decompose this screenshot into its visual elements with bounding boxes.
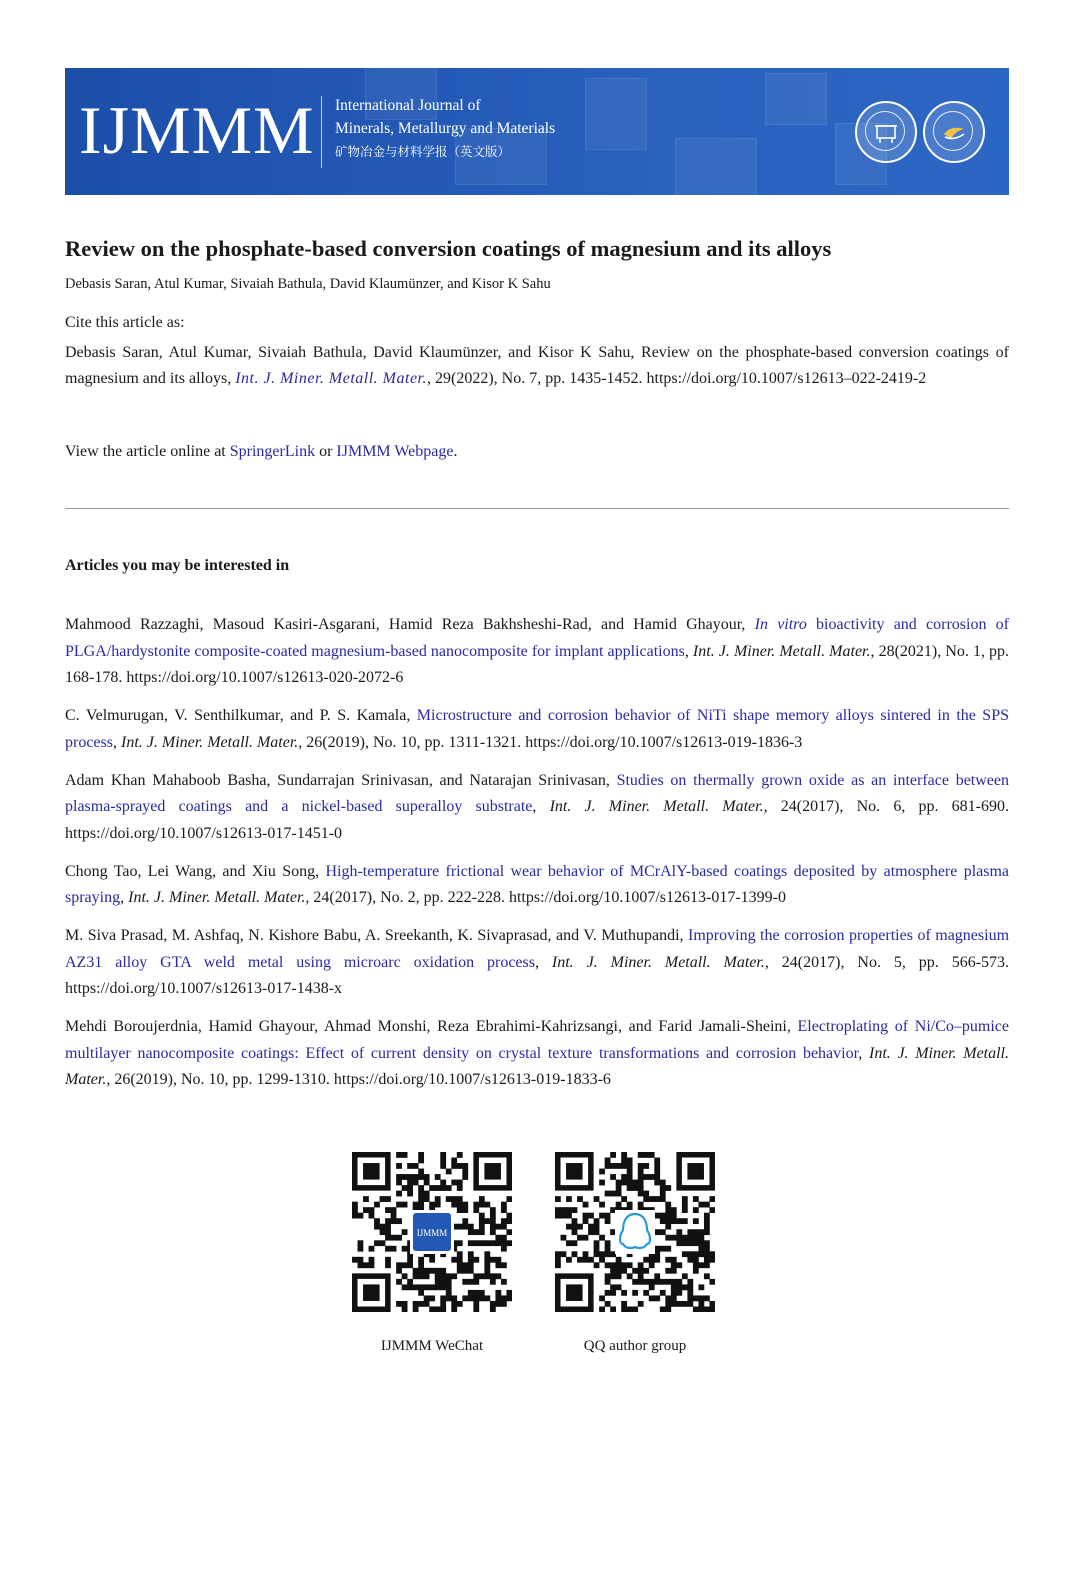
ref-title-link[interactable]: High-temperature frictional wear behavior of MCrAlY-based coatings deposited by atmosphere plasma spraying [65, 862, 1010, 906]
ref-journal: Int. J. Miner. Metall. Mater. [65, 1044, 1010, 1088]
ref-journal: Int. J. Miner. Metall. Mater. [692, 642, 871, 660]
citation-authors-title: Debasis Saran, Atul Kumar, Sivaiah Bathula, David Klaumünzer, and Kisor K Sahu, Review on the phosphate-based conversion coatings of magnesium and its alloys, [65, 344, 1009, 387]
ref-title-link[interactable]: Electroplating of Ni/Co–pumice multilayer nanocomposite coatings: Effect of current density on crystal texture transformations and corrosion behavior [65, 1018, 1009, 1062]
ref-title-link[interactable]: bioactivity and corrosion of PLGA/hardystonite composite-coated magnesium-based nanocomposite for implant applications [65, 616, 1010, 660]
citation-journal-link[interactable]: Int. J. Miner. Metall. Mater. [235, 370, 427, 387]
ref-details: , 24(2017), No. 5, pp. 566-573. https://doi.org/10.1007/s12613-017-1438-x [65, 953, 1010, 997]
ref-authors: M. Siva Prasad, M. Ashfaq, N. Kishore Babu, A. Sreekanth, K. Sivaprasad, and V. Muthupandi, [65, 927, 689, 944]
list-item: C. Velmurugan, V. Senthilkumar, and P. S. Kamala, Microstructure and corrosion behavior of NiTi shape memory alloys sintered in the SPS process, Int. J. Miner. Metall. Mater., 26(2019), No. 10, pp. 1311-1321. https://doi.org/10.1007/s12613-019-1836-3 [65, 707, 1010, 751]
list-item: Mahmood Razzaghi, Masoud Kasiri-Asgarani, Hamid Reza Bakhsheshi-Rad, and Hamid Ghayour, In vitro bioactivity and corrosion of PLGA/hardystonite composite-coated magnesium-based nanocomposite for implant applications, Int. J. Miner. Metall. Mater., 28(2021), No. 1, pp. 168-178. https://doi.org/10.1007/s12613-020-2072-6 [65, 616, 1010, 686]
qq-qr-code[interactable] [555, 1152, 715, 1312]
ref-title-italic[interactable]: In vitro [754, 616, 807, 633]
banner-decor [765, 73, 827, 125]
ref-title-link[interactable]: Studies on thermally grown oxide as an interface between plasma-sprayed coatings and a nickel-based superalloy substrate [65, 771, 1009, 815]
qq-label: QQ author group [583, 1338, 687, 1354]
ref-authors: Mehdi Boroujerdnia, Hamid Ghayour, Ahmad Monshi, Reza Ebrahimi-Kahrizsangi, and Farid Jamali-Sheini, [65, 1018, 798, 1035]
society-seal-icon [923, 101, 985, 163]
ref-title-link[interactable]: Microstructure and corrosion behavior of NiTi shape memory alloys sintered in the SPS process [65, 707, 1010, 751]
university-seal-icon [855, 101, 917, 163]
journal-name-line2: Minerals, Metallurgy and Materials [335, 120, 556, 137]
view-suffix: . [453, 443, 458, 460]
list-item: Chong Tao, Lei Wang, and Xiu Song, High-temperature frictional wear behavior of MCrAlY-based coatings deposited by atmosphere plasma spraying, Int. J. Miner. Metall. Mater., 24(2017), No. 2, pp. 222-228. https://doi.org/10.1007/s12613-017-1399-0 [65, 862, 1010, 906]
journal-name [335, 94, 555, 163]
ref-journal: Int. J. Miner. Metall. Mater. [128, 889, 306, 906]
view-online [65, 443, 457, 461]
divider [65, 508, 1009, 509]
list-item: M. Siva Prasad, M. Ashfaq, N. Kishore Babu, A. Sreekanth, K. Sivaprasad, and V. Muthupandi, Improving the corrosion properties of magnesium AZ31 alloy GTA weld metal using microarc oxidation process, Int. J. Miner. Metall. Mater., 24(2017), No. 5, pp. 566-573. https://doi.org/10.1007/s12613-017-1438-x [65, 927, 1010, 997]
ref-authors: Mahmood Razzaghi, Masoud Kasiri-Asgarani, Hamid Reza Bakhsheshi-Rad, and Hamid Ghayour, [65, 616, 755, 633]
ref-authors: Adam Khan Mahaboob Basha, Sundarrajan Srinivasan, and Natarajan Srinivasan, [65, 771, 617, 789]
journal-logo: IJMMM [79, 92, 315, 168]
wechat-qr-code[interactable] [352, 1152, 512, 1312]
banner-decor [675, 138, 757, 195]
list-item: Adam Khan Mahaboob Basha, Sundarrajan Srinivasan, and Natarajan Srinivasan, Studies on thermally grown oxide as an interface between plasma-sprayed coatings and a nickel-based superalloy substrate, Int. J. Miner. Metall. Mater., 24(2017), No. 6, pp. 681-690. https://doi.org/10.1007/s12613-017-1451-0 [65, 771, 1010, 842]
ref-authors: Chong Tao, Lei Wang, and Xiu Song, [65, 862, 326, 880]
cite-label: Cite this article as: [65, 314, 185, 331]
journal-name-chinese: 矿物冶金与材料学报（英文版） [335, 144, 511, 159]
ijmmm-webpage-link[interactable]: IJMMM Webpage [336, 443, 454, 460]
view-prefix: View the article online at [65, 443, 230, 460]
journal-name-line1: International Journal of [335, 97, 481, 114]
ref-details: , 26(2019), No. 10, pp. 1311-1321. https://doi.org/10.1007/s12613-019-1836-3 [298, 733, 803, 751]
qr-center-text: IJMMM [416, 1228, 448, 1238]
ref-authors: C. Velmurugan, V. Senthilkumar, and P. S. Kamala, [65, 707, 417, 724]
article-title: Review on the phosphate-based conversion coatings of magnesium and its alloys [65, 236, 832, 261]
view-middle: or [315, 443, 337, 460]
ref-details: , 26(2019), No. 10, pp. 1299-1310. https://doi.org/10.1007/s12613-019-1833-6 [106, 1071, 611, 1088]
banner-decor [585, 78, 647, 150]
ref-details: , 24(2017), No. 6, pp. 681-690. https://doi.org/10.1007/s12613-017-1451-0 [65, 798, 1010, 842]
banner-divider [321, 96, 322, 168]
ref-journal: Int. J. Miner. Metall. Mater. [549, 798, 764, 815]
wechat-label: IJMMM WeChat [380, 1338, 484, 1354]
related-heading: Articles you may be interested in [65, 557, 290, 574]
list-item: Mehdi Boroujerdnia, Hamid Ghayour, Ahmad Monshi, Reza Ebrahimi-Kahrizsangi, and Farid Jamali-Sheini, Electroplating of Ni/Co–pumice multilayer nanocomposite coatings: Effect of current density on crystal texture transformations and corrosion behavior, Int. J. Miner. Metall. Mater., 26(2019), No. 10, pp. 1299-1310. https://doi.org/10.1007/s12613-019-1833-6 [65, 1018, 1010, 1088]
citation-details: , 29(2022), No. 7, pp. 1435-1452. https://doi.org/10.1007/s12613–022-2419-2 [427, 370, 927, 387]
journal-banner [65, 68, 1009, 195]
qq-penguin-icon [620, 1214, 650, 1248]
ref-title-link[interactable]: Improving the corrosion properties of magnesium AZ31 alloy GTA weld metal using microarc oxidation process [65, 927, 1010, 971]
ref-journal: Int. J. Miner. Metall. Mater. [551, 953, 765, 971]
ref-journal: Int. J. Miner. Metall. Mater. [120, 733, 299, 751]
article-authors: Debasis Saran, Atul Kumar, Sivaiah Bathula, David Klaumünzer, and Kisor K Sahu [65, 276, 551, 292]
ref-details: , 24(2017), No. 2, pp. 222-228. https://doi.org/10.1007/s12613-017-1399-0 [305, 889, 786, 906]
related-articles [65, 612, 1009, 1105]
ref-details: , 28(2021), No. 1, pp. 168-178. https://doi.org/10.1007/s12613-020-2072-6 [65, 642, 1010, 686]
citation [65, 340, 1009, 392]
springerlink-link[interactable]: SpringerLink [229, 443, 316, 460]
